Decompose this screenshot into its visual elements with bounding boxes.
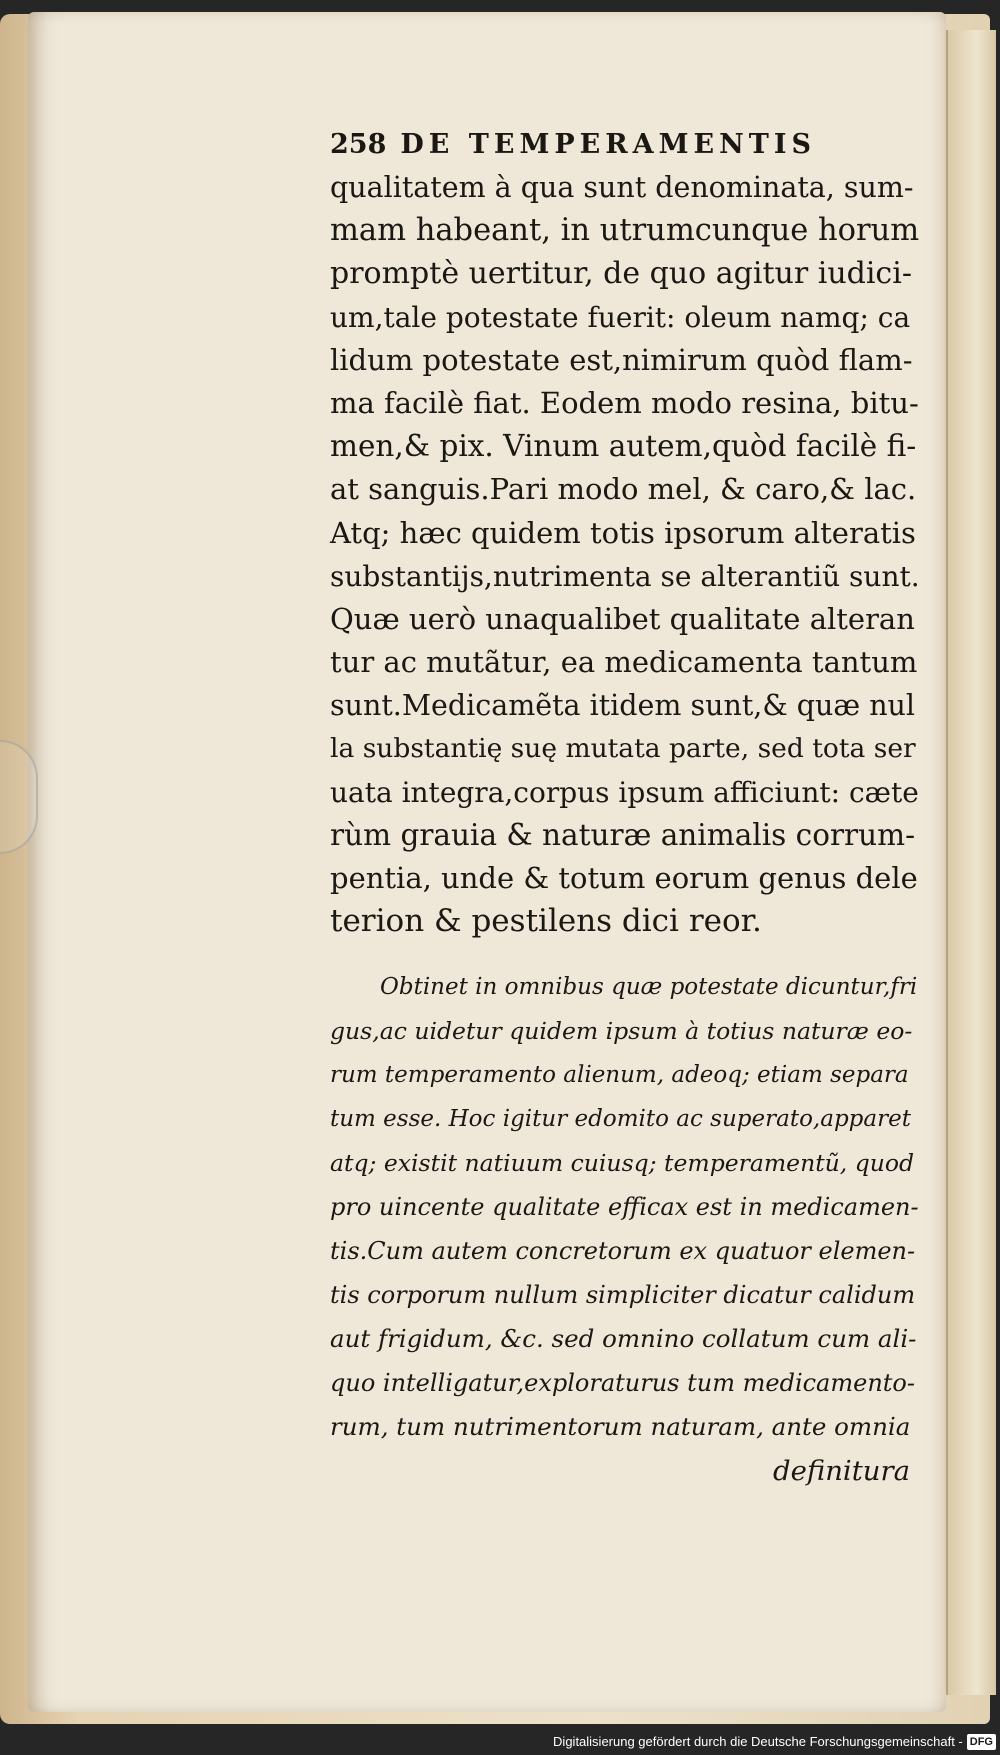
text-line: ma facilè fiat. Eodem modo resina, bitu- <box>330 385 919 420</box>
text-line: Obtinet in omnibus quæ potestate dicuntur,fri <box>380 974 918 1001</box>
digitization-footer <box>553 1731 996 1753</box>
catchword: definitura <box>772 1455 910 1488</box>
text-line: promptè uertitur, de quo agitur iudici- <box>330 256 912 292</box>
text-line: atq; existit natiuum cuiusq; temperamentũ, quod <box>330 1149 915 1178</box>
text-line: tis.Cum autem concretorum ex quatuor elemen- <box>330 1237 916 1266</box>
text-line: la substantię suę mutata parte, sed tota ser <box>330 733 916 765</box>
text-line: rùm grauia & naturæ animalis corrum- <box>330 817 916 852</box>
text-line: sunt.Medicamẽta itidem sunt,& quæ nul <box>330 689 916 723</box>
dfg-logo: DFG <box>967 1734 996 1750</box>
text-line: mam habeant, in utrumcunque horum <box>330 213 920 249</box>
running-head <box>330 124 920 166</box>
text-line: uata integra,corpus ipsum afficiunt: cæte <box>330 775 919 809</box>
text-line: Atq; hæc quidem totis ipsorum alteratis <box>330 515 916 550</box>
book-page <box>28 12 946 1712</box>
text-line: pentia, unde & totum eorum genus dele <box>330 861 918 895</box>
text-line: aut frigidum, &c. sed omnino collatum cum ali- <box>330 1324 917 1354</box>
text-block <box>330 124 920 1493</box>
page-number: 258 <box>330 129 387 160</box>
text-line: substantijs,nutrimenta se alterantiũ sunt. <box>330 559 920 593</box>
text-line: rum, tum nutrimentorum naturam, ante omnia <box>330 1412 911 1442</box>
text-line: tis corporum nullum simpliciter dicatur calidum <box>330 1281 916 1310</box>
running-title: DE TEMPERAMENTIS <box>400 129 816 160</box>
funding-credit: Digitalisierung gefördert durch die Deutsche Forschungsgemeinschaft - <box>553 1734 963 1749</box>
text-line: um,tale potestate fuerit: oleum namq; ca <box>330 300 911 334</box>
text-line: lidum potestate est,nimirum quòd flam- <box>330 342 913 377</box>
text-line: Quæ uerò unaqualibet qualitate alteran <box>330 601 915 636</box>
text-line: pro uincente qualitate efficax est in medicamen- <box>330 1193 919 1222</box>
text-line: tur ac mutãtur, ea medicamenta tantum <box>330 645 918 680</box>
page-edges <box>946 30 996 1695</box>
text-line: gus,ac uidetur quidem ipsum à totius naturæ eo- <box>330 1017 913 1046</box>
text-line: tum esse. Hoc igitur edomito ac superato,apparet <box>330 1106 911 1133</box>
text-line: at sanguis.Pari modo mel, & caro,& lac. <box>330 472 917 507</box>
roman-paragraph <box>330 166 920 943</box>
italic-paragraph <box>330 965 920 1493</box>
text-line: quo intelligatur,exploraturus tum medicamento- <box>330 1369 915 1398</box>
text-line: terion & pestilens dici reor. <box>330 903 762 940</box>
text-line: rum temperamento alienum, adeoq; etiam separa <box>330 1062 909 1089</box>
text-line: men,& pix. Vinum autem,quòd facilè fi- <box>330 429 917 464</box>
text-line: qualitatem à qua sunt denominata, sum- <box>330 171 914 204</box>
